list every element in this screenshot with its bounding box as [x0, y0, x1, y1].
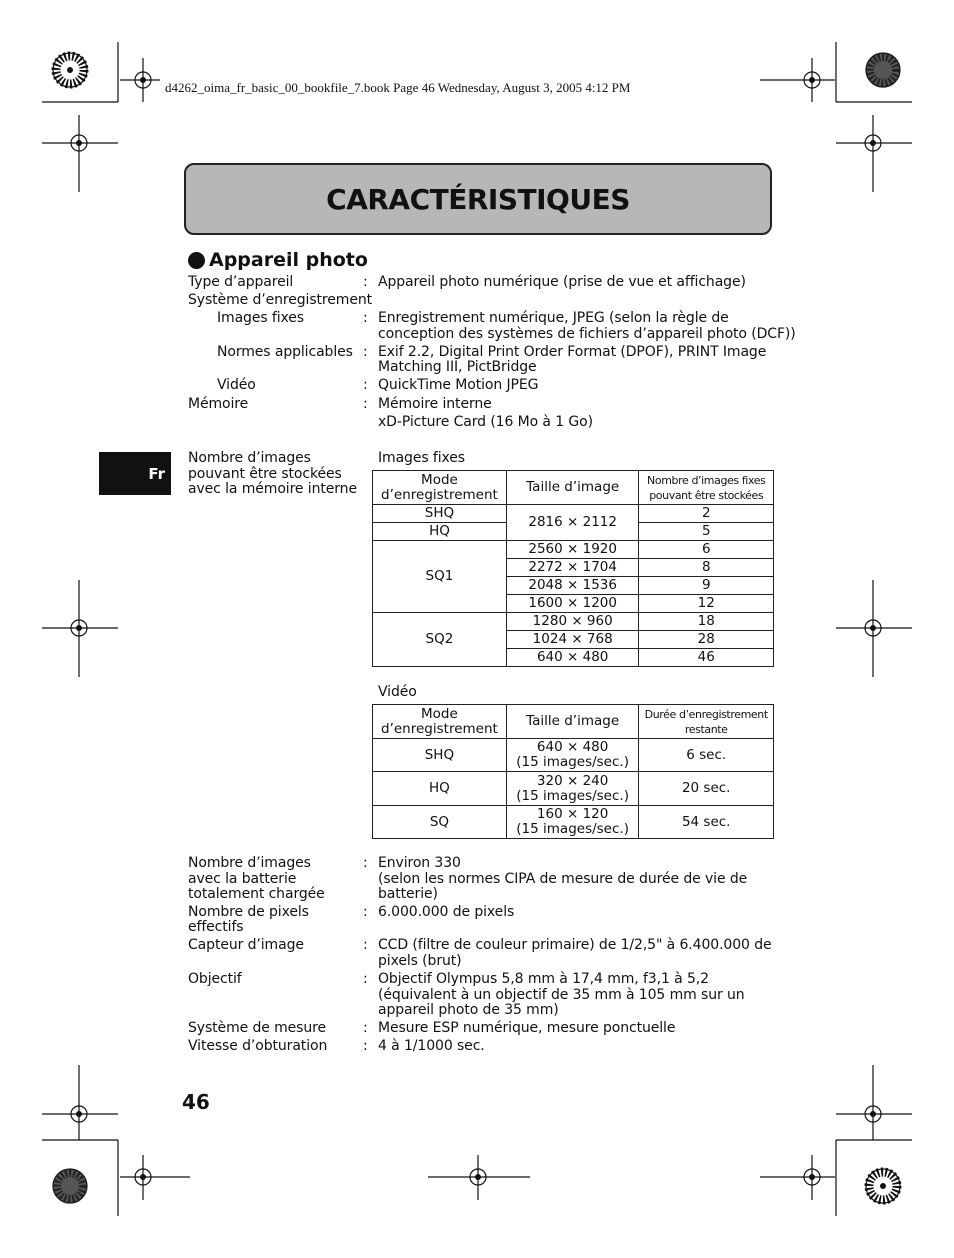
spec-colon: : — [363, 310, 368, 326]
table-row — [373, 772, 774, 806]
spec-label: Système de mesure — [188, 1020, 326, 1036]
bullet-icon — [188, 252, 205, 269]
spec-value: Appareil photo numérique (prise de vue et affichage) — [378, 274, 746, 290]
count-cell: 46 — [639, 649, 774, 667]
time-cell: 20 sec. — [639, 772, 774, 806]
spec-label: Nombre d’images — [188, 855, 311, 871]
size-cell: 1280 × 960 — [506, 613, 639, 631]
spec-label: totalement chargée — [188, 886, 325, 902]
spec-value: Objectif Olympus 5,8 mm à 17,4 mm, f3,1 à 5,2 — [378, 971, 709, 987]
spec-value: Exif 2.2, Digital Print Order Format (DPOF), PRINT Image — [378, 344, 767, 360]
count-cell: 9 — [639, 577, 774, 595]
size-cell: 1600 × 1200 — [506, 595, 639, 613]
spec-value: (selon les normes CIPA de mesure de durée de vie de — [378, 871, 748, 887]
size-cell: 640 × 480 — [506, 649, 639, 667]
spec-value: batterie) — [378, 886, 438, 902]
count-cell: 12 — [639, 595, 774, 613]
language-tab: Fr — [99, 452, 171, 495]
section-title: Appareil photo — [209, 249, 368, 271]
spec-label: pouvant être stockées — [188, 466, 342, 482]
header-cell: Taille d’image — [506, 471, 639, 505]
time-cell: 6 sec. — [639, 739, 774, 772]
spec-colon: : — [363, 377, 368, 393]
spec-label: Images fixes — [217, 310, 304, 326]
count-cell: 18 — [639, 613, 774, 631]
page-title-box — [184, 163, 772, 235]
spec-value: pixels (brut) — [378, 953, 462, 969]
size-cell: 640 × 480 (15 images/sec.) — [506, 739, 639, 772]
section-heading — [188, 249, 368, 271]
spec-value: conception des systèmes de fichiers d’appareil photo (DCF)) — [378, 326, 796, 342]
spec-value: 4 à 1/1000 sec. — [378, 1038, 485, 1054]
mode-cell: SHQ — [373, 505, 507, 523]
spec-value: xD-Picture Card (16 Mo à 1 Go) — [378, 414, 593, 430]
mode-cell: SHQ — [373, 739, 507, 772]
table-row — [373, 505, 774, 523]
spec-colon: : — [363, 1020, 368, 1036]
mode-cell: HQ — [373, 772, 507, 806]
spec-label: avec la mémoire interne — [188, 481, 357, 497]
table-header-row — [373, 471, 774, 505]
header-cell: Mode d’enregistrement — [373, 705, 507, 739]
spec-colon: : — [363, 855, 368, 871]
size-cell: 2048 × 1536 — [506, 577, 639, 595]
count-cell: 5 — [639, 523, 774, 541]
size-cell: 2560 × 1920 — [506, 541, 639, 559]
spec-colon: : — [363, 971, 368, 987]
spec-label: Objectif — [188, 971, 242, 987]
page-title: CARACTÉRISTIQUES — [326, 182, 630, 216]
spec-label: Capteur d’image — [188, 937, 304, 953]
spec-value: Mémoire interne — [378, 396, 492, 412]
print-header-line: d4262_oima_fr_basic_00_bookfile_7.book Page 46 Wednesday, August 3, 2005 4:12 PM — [165, 80, 631, 95]
spec-colon: : — [363, 396, 368, 412]
size-cell: 320 × 240 (15 images/sec.) — [506, 772, 639, 806]
spec-label: Système d’enregistrement — [188, 292, 372, 308]
spec-value: Mesure ESP numérique, mesure ponctuelle — [378, 1020, 676, 1036]
spec-label: effectifs — [188, 919, 244, 935]
spec-colon: : — [363, 1038, 368, 1054]
spec-label: avec la batterie — [188, 871, 297, 887]
video-table — [372, 704, 774, 839]
spec-label: Nombre de pixels — [188, 904, 309, 920]
table-row — [373, 541, 774, 559]
spec-value: (équivalent à un objectif de 35 mm à 105 mm sur un — [378, 987, 745, 1003]
mode-cell: SQ — [373, 806, 507, 839]
table-header-row — [373, 705, 774, 739]
spec-value: Environ 330 — [378, 855, 461, 871]
spec-colon: : — [363, 274, 368, 290]
mode-cell: SQ1 — [373, 541, 507, 613]
spec-label: Normes applicables — [217, 344, 353, 360]
spec-value: Enregistrement numérique, JPEG (selon la règle de — [378, 310, 729, 326]
spec-value: CCD (filtre de couleur primaire) de 1/2,5" à 6.400.000 de — [378, 937, 772, 953]
video-table-caption: Vidéo — [378, 684, 417, 700]
header-cell: Mode d’enregistrement — [373, 471, 507, 505]
size-cell: 2816 × 2112 — [506, 505, 639, 541]
size-cell: 160 × 120 (15 images/sec.) — [506, 806, 639, 839]
table-row — [373, 739, 774, 772]
table-row — [373, 613, 774, 631]
size-cell: 2272 × 1704 — [506, 559, 639, 577]
spec-colon: : — [363, 904, 368, 920]
spec-colon: : — [363, 937, 368, 953]
spec-label: Type d’appareil — [188, 274, 294, 290]
count-cell: 28 — [639, 631, 774, 649]
still-table-caption: Images fixes — [378, 450, 465, 466]
mode-cell: HQ — [373, 523, 507, 541]
spec-value: appareil photo de 35 mm) — [378, 1002, 559, 1018]
count-cell: 8 — [639, 559, 774, 577]
count-cell: 6 — [639, 541, 774, 559]
spec-value: 6.000.000 de pixels — [378, 904, 515, 920]
spec-colon: : — [363, 344, 368, 360]
spec-label: Vidéo — [217, 377, 256, 393]
spec-value: Matching III, PictBridge — [378, 359, 537, 375]
header-cell: Nombre d’images fixes pouvant être stockées — [639, 471, 774, 505]
spec-value: QuickTime Motion JPEG — [378, 377, 539, 393]
page-number: 46 — [182, 1090, 210, 1114]
header-cell: Durée d’enregistrement restante — [639, 705, 774, 739]
count-cell: 2 — [639, 505, 774, 523]
spec-label: Vitesse d’obturation — [188, 1038, 328, 1054]
time-cell: 54 sec. — [639, 806, 774, 839]
mode-cell: SQ2 — [373, 613, 507, 667]
header-cell: Taille d’image — [506, 705, 639, 739]
spec-label: Mémoire — [188, 396, 249, 412]
spec-label: Nombre d’images — [188, 450, 311, 466]
size-cell: 1024 × 768 — [506, 631, 639, 649]
table-row — [373, 806, 774, 839]
still-images-table — [372, 470, 774, 667]
